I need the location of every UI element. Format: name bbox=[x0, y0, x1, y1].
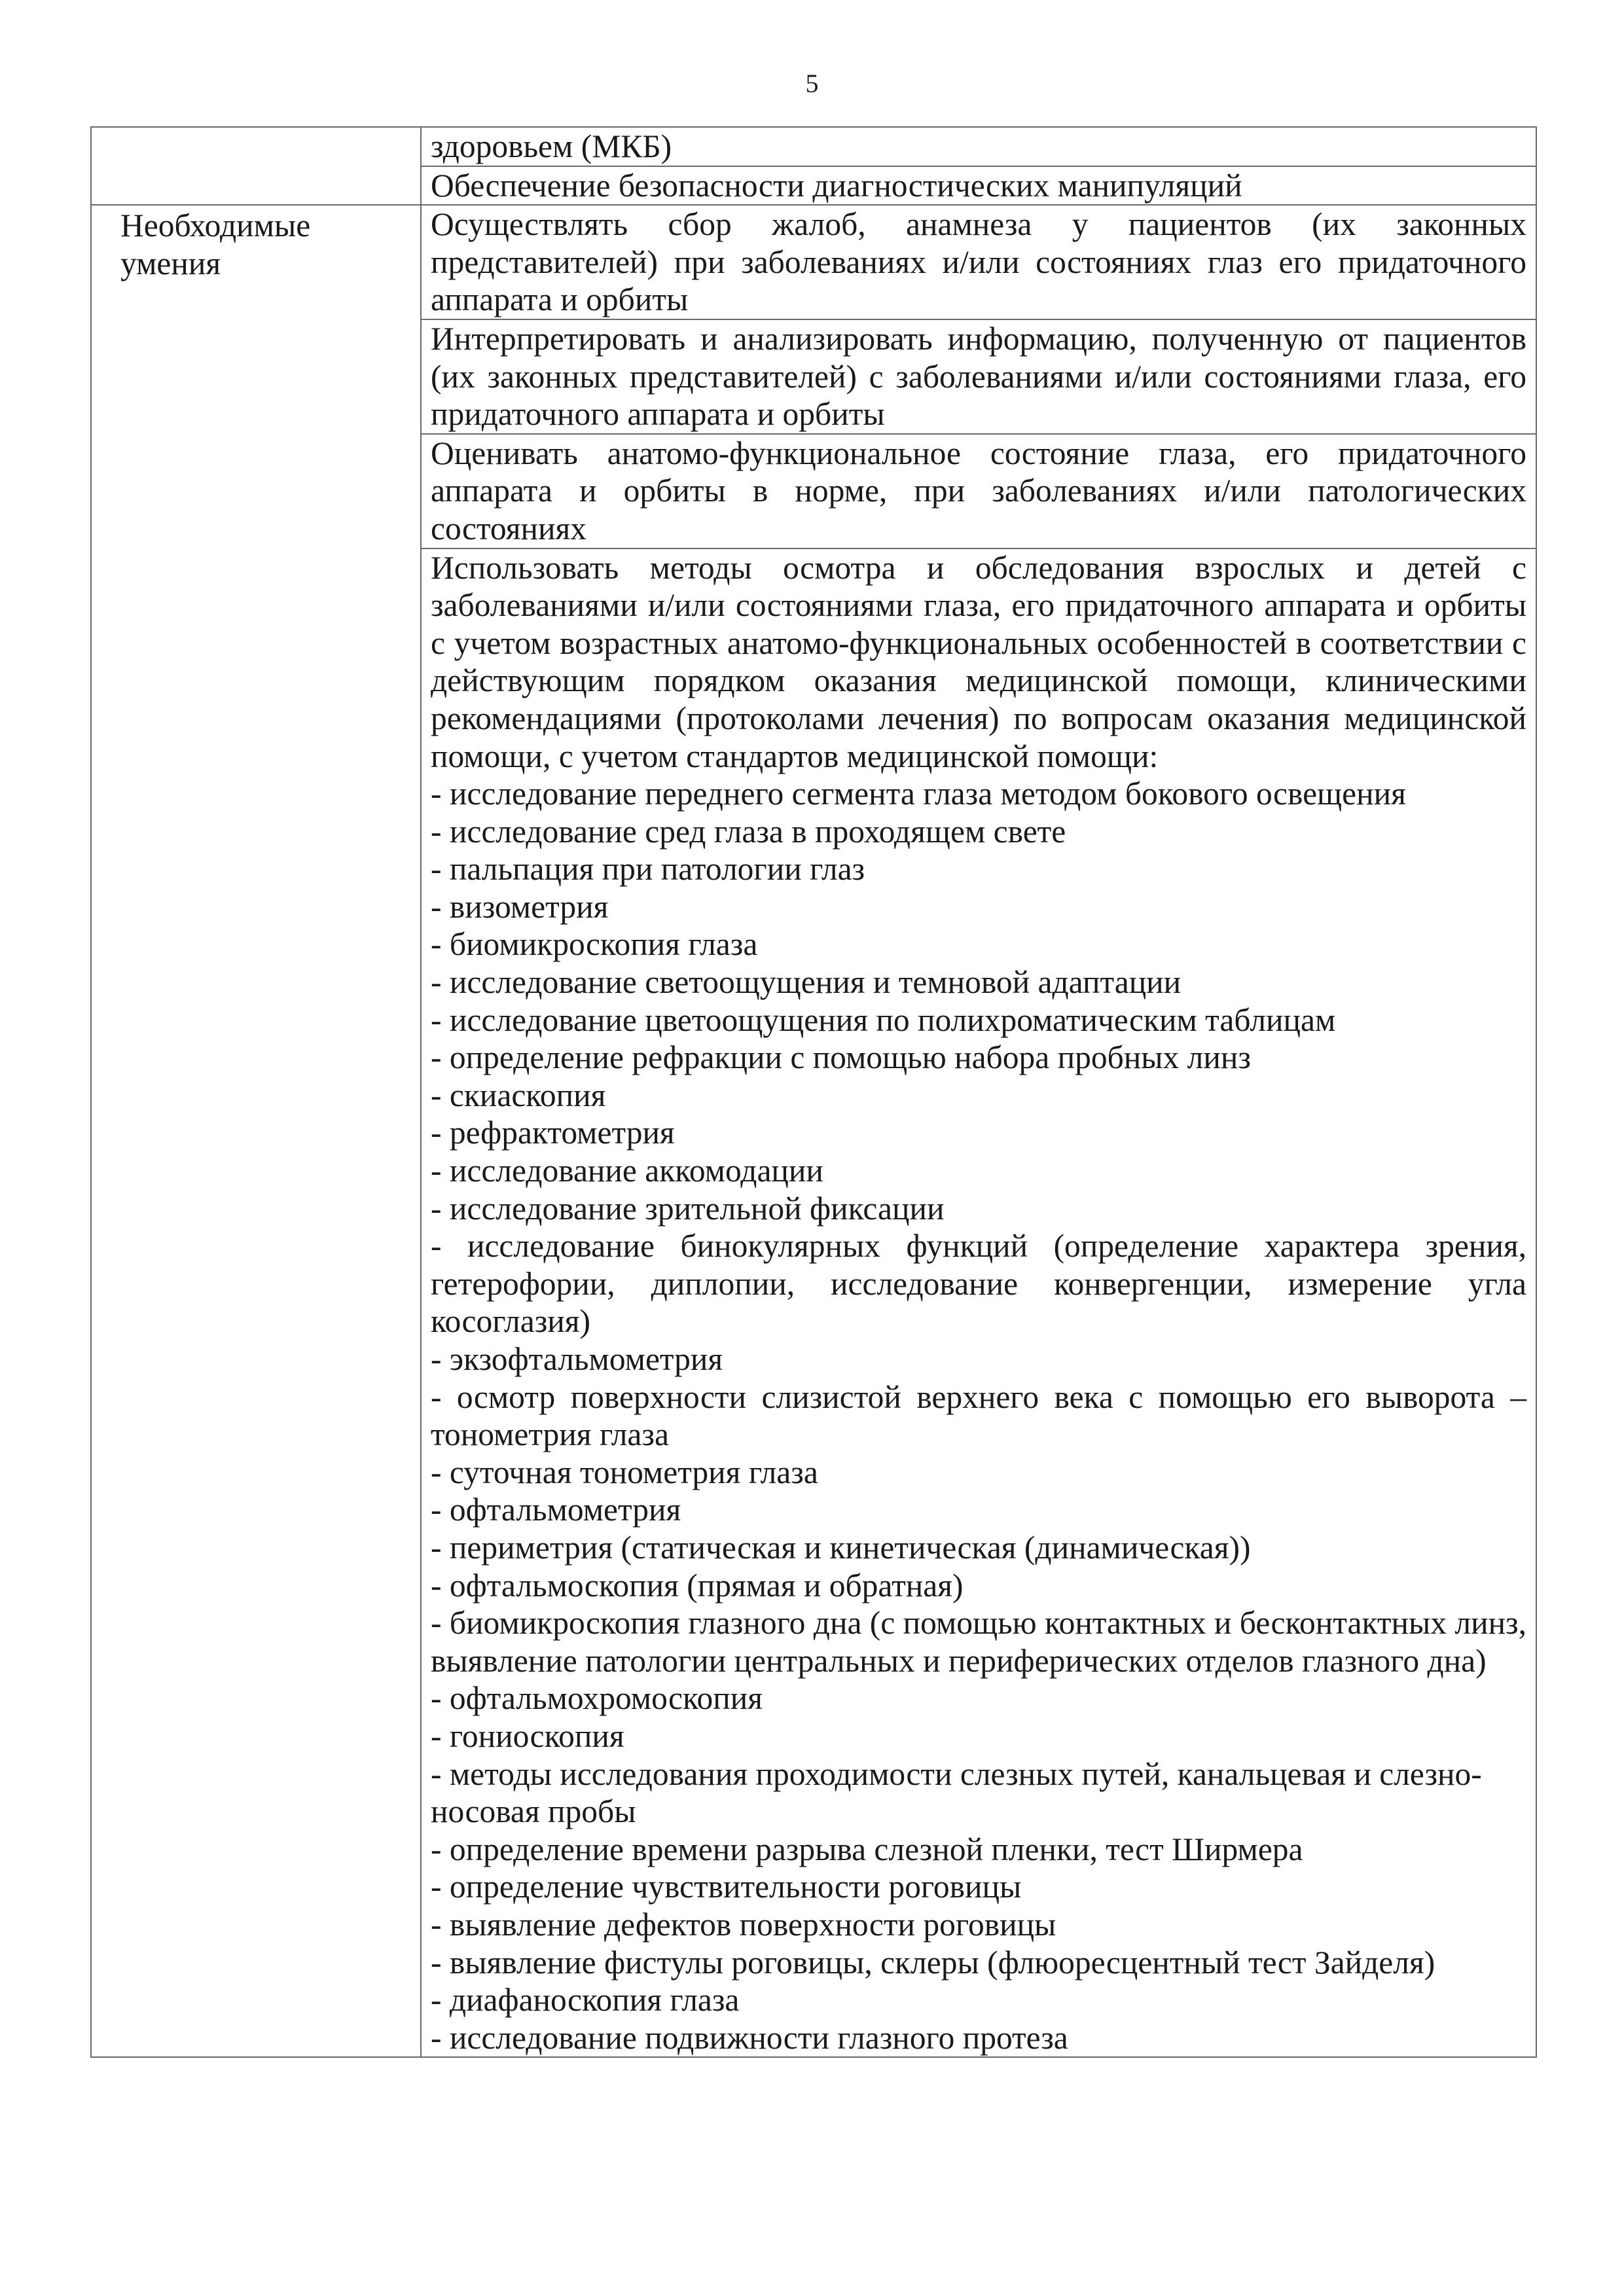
list-item: - определение времени разрыва слезной пленки, тест Ширмера bbox=[431, 1831, 1303, 1867]
list-item: - исследование переднего сегмента глаза методом бокового освещения bbox=[431, 776, 1406, 812]
content-cell bbox=[421, 548, 1536, 2058]
list-item: - экзофтальмометрия bbox=[431, 1341, 723, 1377]
list-item: - суточная тонометрия глаза bbox=[431, 1454, 818, 1490]
page-number: 5 bbox=[805, 69, 819, 98]
list-item: - офтальмометрия bbox=[431, 1492, 681, 1528]
cell-text: Оценивать анатомо-функциональное состояние глаза, его придаточного аппарата и орбиты в норме, при заболеваниях и/или патологических состояниях bbox=[431, 435, 1526, 547]
cell-text: Интерпретировать и анализировать информацию, полученную от пациентов (их законных представителей) с заболеваниями и/или состояниями глаза, его придаточного аппарата и орбиты bbox=[431, 320, 1526, 433]
cell-text: Обеспечение безопасности диагностических манипуляций bbox=[431, 167, 1242, 204]
content-cell bbox=[421, 127, 1536, 166]
list-item: - исследование зрительной фиксации bbox=[431, 1190, 945, 1227]
list-item: - скиаскопия bbox=[431, 1077, 606, 1113]
content-cell bbox=[421, 319, 1536, 434]
methods-list bbox=[431, 775, 1526, 2056]
list-item: - рефрактометрия bbox=[431, 1115, 675, 1151]
list-item: - диафаноскопия глаза bbox=[431, 1982, 740, 2018]
table-row bbox=[91, 205, 1536, 319]
list-item: - пальпация при патологии глаз bbox=[431, 851, 865, 888]
section-label: Необходимые умения bbox=[120, 207, 311, 281]
list-item: - исследование бинокулярных функций (определение характера зрения, гетерофории, диплопии, исследование конвергенции, измерение угла косоглазия) bbox=[431, 1228, 1526, 1340]
list-item: - периметрия (статическая и кинетическая (динамическая)) bbox=[431, 1529, 1251, 1566]
empty-label-cell bbox=[91, 127, 421, 205]
list-item: - биомикроскопия глаза bbox=[431, 926, 758, 963]
cell-text: Осуществлять сбор жалоб, анамнеза у пациентов (их законных представителей) при заболеваниях и/или состояниях глаз его придаточного аппарата и орбиты bbox=[431, 206, 1526, 318]
list-item: - исследование цветоощущения по полихроматическим таблицам bbox=[431, 1001, 1336, 1038]
cell-text: здоровьем (МКБ) bbox=[431, 128, 672, 164]
list-item: - исследование аккомодации bbox=[431, 1153, 823, 1189]
list-item: - осмотр поверхности слизистой верхнего века с помощью его выворота – тонометрия глаза bbox=[431, 1378, 1526, 1453]
list-item: - гониоскопия bbox=[431, 1717, 624, 1754]
list-item: - исследование подвижности глазного протеза bbox=[431, 2019, 1068, 2056]
methods-intro: Использовать методы осмотра и обследования взрослых и детей с заболеваниями и/или состояниями глаза, его придаточного аппарата и орбиты с учетом возрастных анатомо-функциональных особенностей в соответствии с действующим порядком оказания медицинской помощи, клиническими рекомендациями (протоколами лечения) по вопросам оказания медицинской помощи, с учетом стандартов медицинской помощи: bbox=[431, 549, 1526, 774]
list-item: - выявление фистулы роговицы, склеры (флюоресцентный тест Зайделя) bbox=[431, 1944, 1435, 1981]
list-item: - исследование светоощущения и темновой адаптации bbox=[431, 964, 1182, 1001]
list-item: - визометрия bbox=[431, 888, 609, 925]
list-item: - определение чувствительности роговицы bbox=[431, 1869, 1022, 1905]
content-cell bbox=[421, 205, 1536, 319]
list-item: - биомикроскопия глазного дна (с помощью контактных и бесконтактных линз, выявление патологии центральных и периферических отделов глазного дна) bbox=[431, 1605, 1526, 1679]
list-item: - определение рефракции с помощью набора пробных линз bbox=[431, 1039, 1251, 1076]
list-item: - методы исследования проходимости слезных путей, канальцевая и слезно-носовая пробы bbox=[431, 1755, 1482, 1830]
content-cell bbox=[421, 166, 1536, 206]
content-cell bbox=[421, 434, 1536, 548]
list-item: - исследование сред глаза в проходящем свете bbox=[431, 813, 1066, 850]
list-item: - выявление дефектов поверхности роговицы bbox=[431, 1906, 1056, 1943]
table-row bbox=[91, 127, 1536, 166]
section-label-cell bbox=[91, 205, 421, 2057]
list-item: - офтальмохромоскопия bbox=[431, 1680, 763, 1717]
competency-table bbox=[90, 126, 1537, 2058]
list-item: - офтальмоскопия (прямая и обратная) bbox=[431, 1567, 964, 1604]
